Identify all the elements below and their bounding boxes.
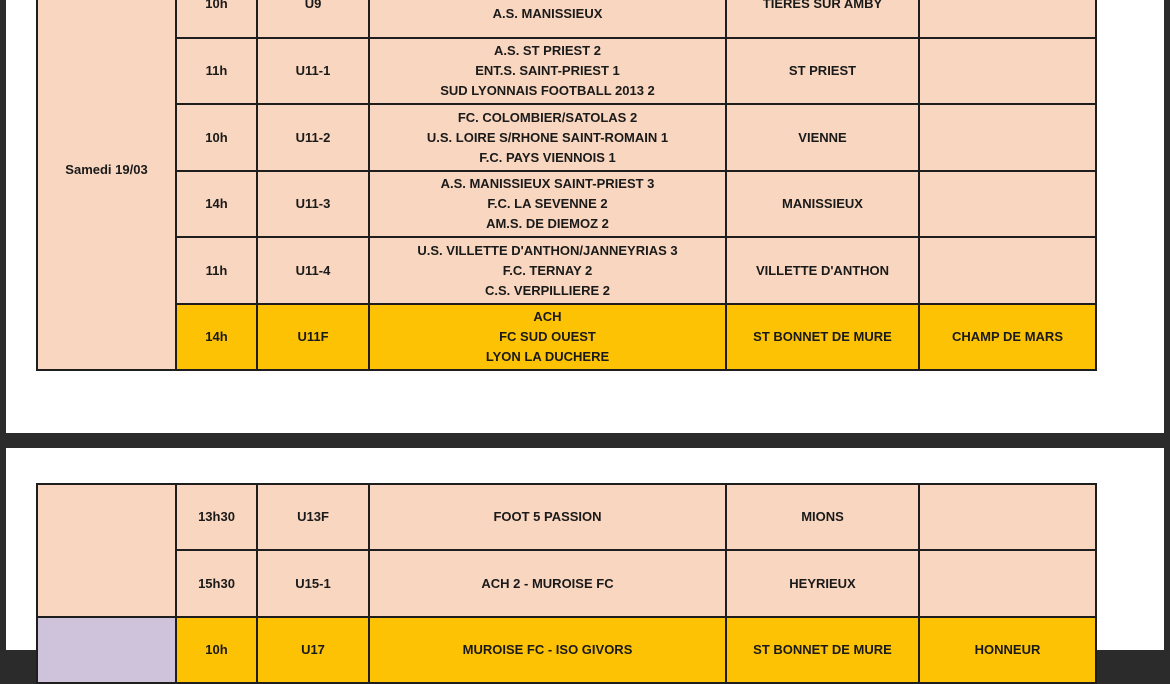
team-name: U.S. LOIRE S/RHONE SAINT-ROMAIN 1 (426, 129, 669, 145)
team-name: ENT.S. SAINT-PRIEST 1 (475, 63, 620, 78)
team-name: A.S. MANISSIEUX (492, 6, 603, 21)
table-row (37, 304, 1096, 370)
category-cell: U17 (257, 617, 369, 683)
location-cell: ST PRIEST (726, 38, 919, 104)
team-name: A.S. ST PRIEST 2 (494, 43, 601, 58)
table-row (37, 104, 1096, 171)
date-cell-next (37, 617, 176, 683)
time-cell: 10h (176, 0, 257, 38)
teams-cell (369, 617, 726, 683)
table-row (37, 237, 1096, 304)
table-row (37, 550, 1096, 617)
category-cell: U11-2 (257, 104, 369, 171)
category-cell: U9 (257, 0, 369, 38)
team-name: SUD LYONNAIS FOOTBALL 2013 2 (440, 83, 655, 98)
time-cell: 14h (176, 171, 257, 237)
category-cell: U11-3 (257, 171, 369, 237)
schedule-table-1 (36, 0, 1097, 371)
table-row (37, 0, 1096, 38)
teams-cell (369, 550, 726, 617)
time-cell: 15h30 (176, 550, 257, 617)
team-name: A.S. MANISSIEUX SAINT-PRIEST 3 (440, 176, 655, 191)
teams-cell (369, 104, 726, 171)
team-name: FOOT 5 PASSION (493, 509, 602, 524)
location-cell: HEYRIEUX (726, 550, 919, 617)
schedule-page-1 (6, 0, 1164, 433)
location-cell: MANISSIEUX (726, 171, 919, 237)
date-cell (37, 484, 176, 617)
teams-cell (369, 0, 726, 38)
team-name: F.C. LA SEVENNE 2 (487, 196, 608, 211)
category-cell: U11F (257, 304, 369, 370)
time-cell: 13h30 (176, 484, 257, 550)
team-name: F.C. TERNAY 2 (502, 262, 593, 278)
terrain-cell (919, 237, 1096, 304)
team-name: FC. COLOMBIER/SATOLAS 2 (457, 109, 638, 125)
table-row (37, 617, 1096, 683)
time-cell: 11h (176, 237, 257, 304)
teams-cell (369, 484, 726, 550)
location-cell: VILLETTE D'ANTHON (726, 237, 919, 304)
team-name: F.C. PAYS VIENNOIS 1 (479, 149, 616, 165)
teams-cell (369, 38, 726, 104)
team-name: U.S. VILLETTE D'ANTHON/JANNEYRIAS 3 (417, 242, 678, 258)
team-name: FC SUD OUEST (499, 329, 596, 344)
schedule-table-2 (36, 483, 1097, 684)
time-cell: 14h (176, 304, 257, 370)
team-name: MUROISE FC - ISO GIVORS (462, 642, 633, 657)
team-name: C.S. VERPILLIERE 2 (485, 282, 610, 298)
table-row (37, 484, 1096, 550)
terrain-cell: CHAMP DE MARS (919, 304, 1096, 370)
location-cell: ST BONNET DE MURE (726, 304, 919, 370)
category-cell: U11-1 (257, 38, 369, 104)
team-name: ACH (533, 309, 562, 324)
schedule-page-2 (6, 448, 1164, 657)
teams-cell (369, 304, 726, 370)
table-row (37, 171, 1096, 237)
category-cell: U11-4 (257, 237, 369, 304)
time-cell: 10h (176, 104, 257, 171)
location-cell: TIERES SUR AMBY (726, 0, 919, 38)
table-row (37, 38, 1096, 104)
team-name: LYON LA DUCHERE (485, 349, 610, 364)
teams-cell (369, 171, 726, 237)
terrain-cell: HONNEUR (919, 617, 1096, 683)
terrain-cell (919, 484, 1096, 550)
terrain-cell (919, 38, 1096, 104)
time-cell: 10h (176, 617, 257, 683)
teams-cell (369, 237, 726, 304)
date-cell: Samedi 19/03 (37, 0, 176, 370)
location-cell: ST BONNET DE MURE (726, 617, 919, 683)
team-name: AM.S. DE DIEMOZ 2 (486, 216, 609, 231)
terrain-cell (919, 171, 1096, 237)
time-cell: 11h (176, 38, 257, 104)
team-name: ACH 2 - MUROISE FC (481, 575, 614, 591)
terrain-cell (919, 0, 1096, 38)
location-cell: VIENNE (726, 104, 919, 171)
terrain-cell (919, 104, 1096, 171)
terrain-cell (919, 550, 1096, 617)
location-cell: MIONS (726, 484, 919, 550)
category-cell: U13F (257, 484, 369, 550)
category-cell: U15-1 (257, 550, 369, 617)
